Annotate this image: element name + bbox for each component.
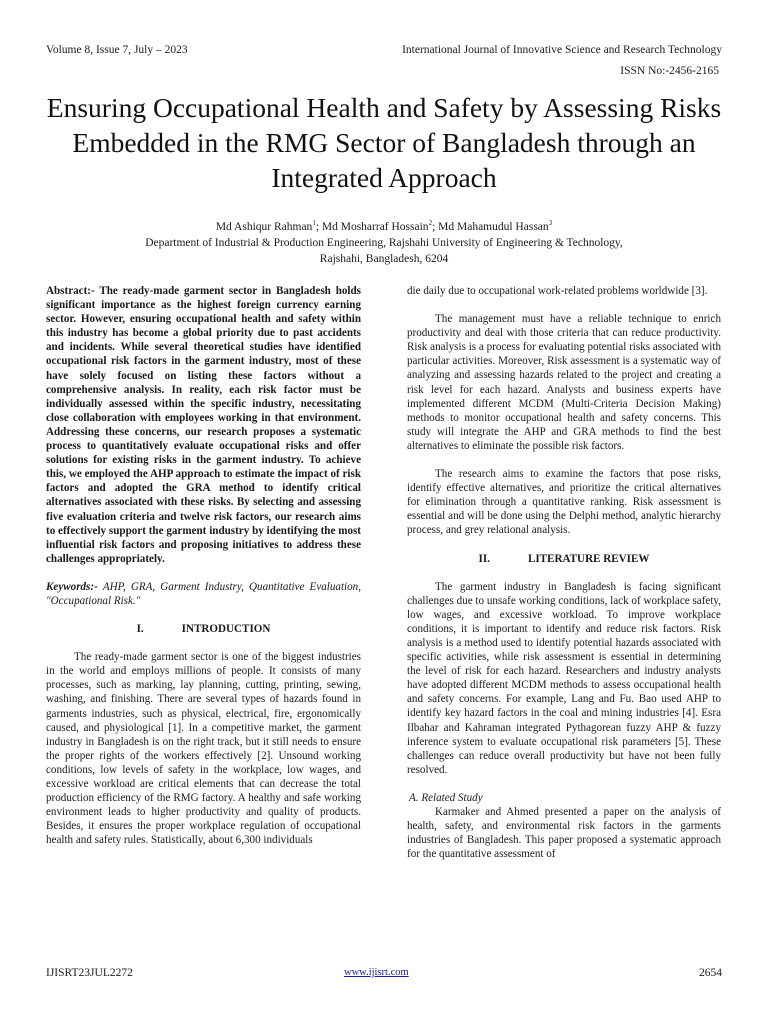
- affiliation-line-1: Department of Industrial & Production Engineering, Rajshahi University of Engineering & Technology,: [145, 236, 623, 249]
- intro-paragraph-3: The research aims to examine the factors that pose risks, identify effective alternatives, and prioritize the critical alternatives for elimination through a quantitative ranking. Risk assessment is essential and will be done using the Delphi method, analytic hierarchy process, and grey relational analysis.: [407, 468, 721, 537]
- right-column: [407, 284, 721, 861]
- author-1-affil: 1: [312, 219, 316, 227]
- intro-paragraph-2: The management must have a reliable technique to enrich productivity and deal with those criteria that can reduce productivity. Risk analysis is a process for evaluating potential risks associated with particular activities. Moreover, Risk assessment is a systematic way of analyzing and assessing hazards related to the project and creating a risk level for each hazard. Analysts and business experts have implemented different MCDM (Multi-Criteria Decision Making) methods to monitor occupational health and safety concerns. This study will integrate the AHP and GRA methods to find the best alternatives to eliminate the possible risk factors.: [407, 313, 721, 452]
- left-column: [46, 284, 361, 847]
- author-3-affil: 3: [548, 219, 553, 227]
- intro-paragraph-1-continued: die daily due to occupational work-related problems worldwide [3].: [407, 285, 708, 297]
- section-number: II.: [478, 552, 490, 565]
- section-number: I.: [136, 623, 144, 636]
- journal-name: International Journal of Innovative Science and Research Technology: [402, 44, 722, 56]
- paper-title: Ensuring Occupational Health and Safety by Assessing Risks Embedded in the RMG Sector of Bangladesh through an Integrated Approach: [46, 92, 722, 193]
- subsection-heading-related-study: A. Related Study: [409, 791, 483, 804]
- literature-paragraph-1: The garment industry in Bangladesh is facing significant challenges due to unsafe working conditions, lack of workplace safety, low wages, and excessive workload. To improve workplace conditions, it is important to identify and reduce risk factors. Risk analysis is a method used to identify potential hazards associated with specific activities, while risk assessment is essential in determining the level of risk for each hazard. Researchers and industry analysts have adopted different MCDM methods to assess occupational health and safety concerns. For example, Lang and Fu. Bao used AHP to identify key hazard factors in the coal and mining industries [4]. Esra Ilbahar and Kahraman integrated Pythagorean fuzzy AHP & fuzzy inference system to evaluate occupational risk parameters [5]. These challenges can reduce overall productivity but have not been fully resolved.: [407, 580, 721, 776]
- keywords: [46, 580, 361, 608]
- author-2: ; Md Mosharraf Hossain: [315, 220, 429, 233]
- abstract-label: Abstract:-: [46, 285, 95, 297]
- related-study-paragraph: Karmaker and Ahmed presented a paper on the analysis of health, safety, and environmental risk factors in the garments industries of Bangladesh. This paper proposed a systematic approach for the quantitative assessment of: [407, 806, 721, 861]
- footer-website-link[interactable]: www.ijisrt.com: [344, 967, 409, 978]
- author-names: [40, 215, 728, 235]
- section-title: INTRODUCTION: [181, 623, 271, 636]
- section-title: LITERATURE REVIEW: [527, 552, 650, 565]
- abstract-text: The ready-made garment sector in Bangladesh holds significant importance as the highest foreign currency earning sector. However, ensuring occupational health and safety within this industry has become a global priority due to past accidents and incidents. While several theoretical studies have identified occupational risk factors in the garment industry, most of these have solely focused on listing these factors without a comprehensive analysis. In reality, each risk factor must be individually assessed within the specific industry, necessitating close collaboration with employees working in that environment. Addressing these concerns, our research proposes a systematic process to quantitatively evaluate occupational risks and offer solutions for existing risks in the garment industry. To achieve this, we employed the AHP approach to estimate the impact of risk factors and adopted the GRA method to identify critical alternatives associated with these risks. By selecting and assessing five evaluation criteria and twelve risk factors, our research aims to effectively support the garment industry by identifying the most influential risk factors and proposing initiatives to address these challenges appropriately.: [46, 285, 361, 565]
- section-heading-introduction: [46, 622, 361, 636]
- affiliation-line-2: Rajshahi, Bangladesh, 6204: [319, 252, 449, 265]
- author-1: Md Ashiqur Rahman: [215, 220, 313, 233]
- volume-issue: Volume 8, Issue 7, July – 2023: [46, 44, 188, 56]
- keywords-text: AHP, GRA, Garment Industry, Quantitative Evaluation, "Occupational Risk.": [46, 580, 361, 607]
- abstract: [46, 284, 361, 566]
- intro-paragraph-1: The ready-made garment sector is one of the biggest industries in the world and employs millions of people. It consists of many processes, such as marking, lay planning, cutting, printing, sewing, washing, and finishing. There are several types of hazards found in garments industries, such as physical, electrical, fire, ergonomically caused, and physiological [1]. In a competitive market, the garment industry in Bangladesh is on the right track, but it still needs to ensure the proper rights of the workers effectively [2]. Unsound working conditions, low levels of safety in the workplace, low wages, and excessive workload are critical elements that can decrease the total production efficiency of the RMG factory. A healthy and safe working environment leads to higher productivity and quality of products. Besides, it ensures the proper workplace regulation of occupational health and safety rules. Statistically, about 6,300 individuals: [46, 651, 361, 847]
- author-3: ; Md Mahamudul Hassan: [432, 220, 549, 233]
- footer-paper-id: IJISRT23JUL2272: [46, 967, 133, 979]
- author-2-affil: 2: [428, 219, 433, 227]
- author-block: [40, 215, 728, 267]
- keywords-label: Keywords:-: [46, 580, 98, 593]
- footer-page-number: 2654: [699, 967, 722, 979]
- issn: ISSN No:-2456-2165: [620, 65, 719, 77]
- section-heading-literature-review: [407, 552, 721, 566]
